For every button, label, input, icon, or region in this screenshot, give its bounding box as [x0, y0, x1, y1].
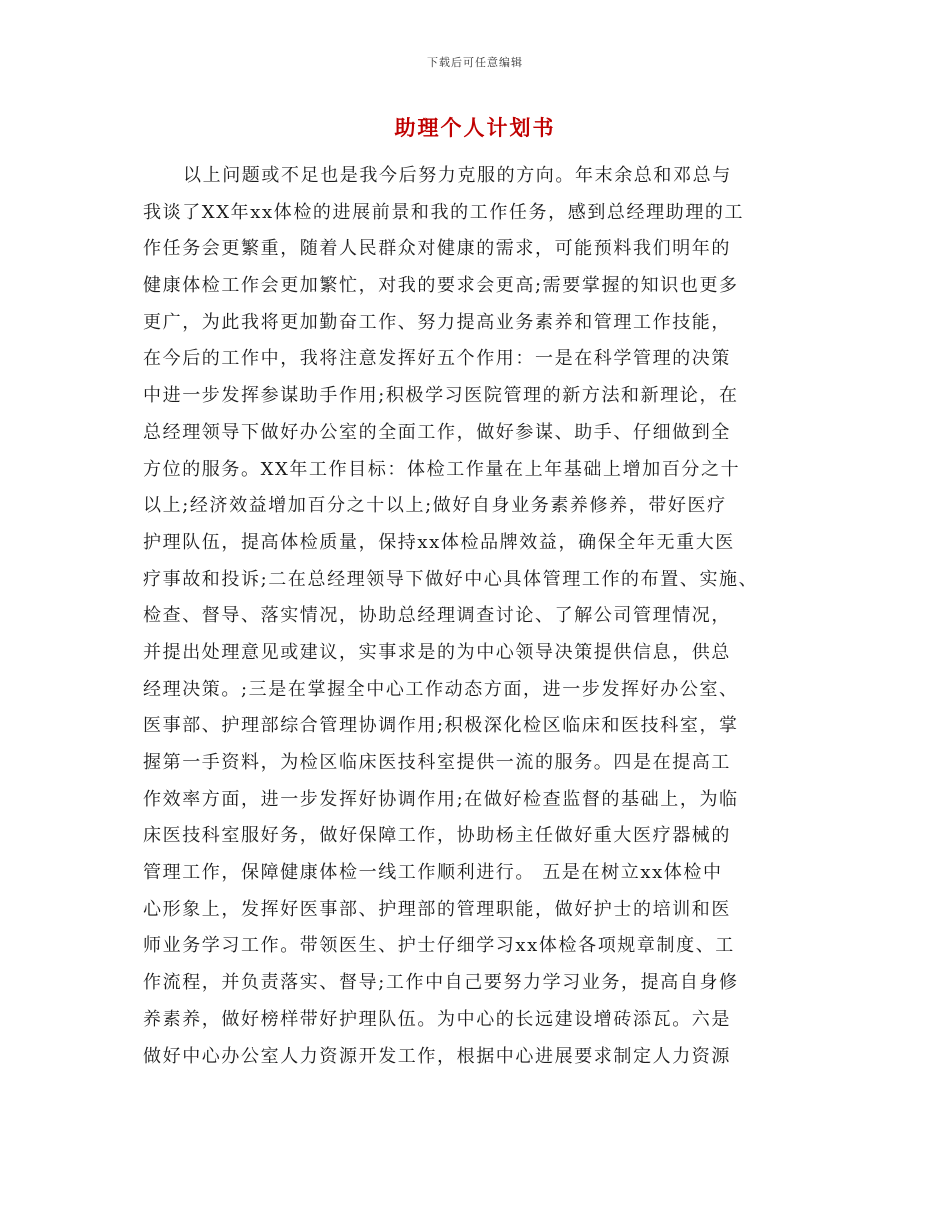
- body-line: 护理队伍，提高体检质量，保持xx体检品牌效益，确保全年无重大医: [143, 531, 735, 553]
- document-title: 助理个人计划书: [394, 115, 556, 140]
- body-line: 师业务学习工作。带领医生、护士仔细学习xx体检各项规章制度、工: [143, 935, 735, 957]
- body-line: 以上;经济效益增加百分之十以上;做好自身业务素养修养，带好医疗: [143, 495, 727, 517]
- body-line: 在今后的工作中，我将注意发挥好五个作用：一是在科学管理的决策: [143, 348, 731, 370]
- body-line: 疗事故和投诉;二在总经理领导下做好中心具体管理工作的布置、实施、: [143, 568, 759, 590]
- body-line: 经理决策。;三是在掌握全中心工作动态方面，进一步发挥好办公室、: [143, 678, 739, 700]
- page-header-note: 下载后可任意编辑: [427, 56, 523, 69]
- body-line: 中进一步发挥参谋助手作用;积极学习医院管理的新方法和新理论，在: [143, 385, 739, 407]
- body-line: 心形象上，发挥好医事部、护理部的管理职能，做好护士的培训和医: [143, 898, 731, 920]
- body-line: 做好中心办公室人力资源开发工作，根据中心进展要求制定人力资源: [143, 1045, 731, 1067]
- body-line: 管理工作，保障健康体检一线工作顺利进行。 五是在树立xx体检中: [143, 862, 723, 884]
- body-line: 更广，为此我将更加勤奋工作、努力提高业务素养和管理工作技能，: [143, 311, 731, 333]
- body-line: 作任务会更繁重，随着人民群众对健康的需求，可能预料我们明年的: [143, 238, 731, 260]
- document-body: [143, 158, 823, 1075]
- body-line: 总经理领导下做好办公室的全面工作，做好参谋、助手、仔细做到全: [143, 421, 731, 443]
- body-line: 养素养，做好榜样带好护理队伍。为中心的长远建设增砖添瓦。六是: [143, 1008, 731, 1030]
- body-line: 医事部、护理部综合管理协调作用;积极深化检区临床和医技科室，掌: [143, 715, 739, 737]
- body-line: 以上问题或不足也是我今后努力克服的方向。年末余总和邓总与: [183, 165, 732, 186]
- body-line: 床医技科室服好务，做好保障工作，协助杨主任做好重大医疗器械的: [143, 825, 731, 847]
- body-line: 并提出处理意见或建议，实事求是的为中心领导决策提供信息，供总: [143, 641, 731, 663]
- body-line: 作效率方面，进一步发挥好协调作用;在做好检查监督的基础上，为临: [143, 788, 739, 810]
- body-line: 我谈了XX年xx体检的进展前景和我的工作任务，感到总经理助理的工: [143, 201, 745, 223]
- body-line: 健康体检工作会更加繁忙，对我的要求会更高;需要掌握的知识也更多: [143, 275, 739, 297]
- body-line: 方位的服务。XX年工作目标：体检工作量在上年基础上增加百分之十: [143, 458, 741, 480]
- body-line: 握第一手资料，为检区临床医技科室提供一流的服务。四是在提高工: [143, 752, 731, 773]
- body-line: 检查、督导、落实情况，协助总经理调查讨论、了解公司管理情况，: [143, 605, 731, 627]
- body-line: 作流程，并负责落实、督导;工作中自己要努力学习业务，提高自身修: [143, 972, 739, 994]
